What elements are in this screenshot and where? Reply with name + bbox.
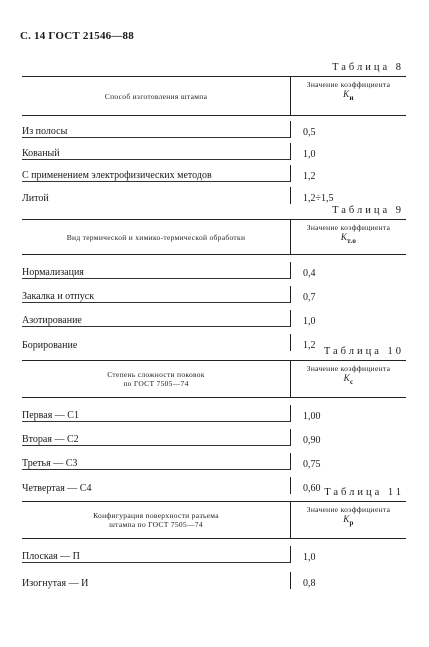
row-label: Изогнутая — И [22, 578, 89, 589]
table-title: Таблица 9 [332, 205, 404, 216]
row-label: Литой [22, 193, 49, 204]
column-header-complexity: Степень сложности поковок по ГОСТ 7505—74 [107, 370, 205, 388]
table-row [22, 160, 406, 182]
row-value: 1,0 [290, 546, 406, 563]
table-row [22, 422, 406, 446]
row-value: 1,0 [290, 310, 406, 327]
table-title: Таблица 11 [324, 487, 404, 498]
row-value: 0,7 [290, 286, 406, 303]
table-row [22, 138, 406, 160]
column-header-configuration: Конфигурация поверхности разъема штампа по ГОСТ 7505—74 [93, 511, 219, 529]
table-10 [22, 346, 406, 494]
row-label: Азотирование [22, 315, 290, 327]
column-header-method: Способ изготовления штампа [104, 91, 208, 101]
table-row [22, 182, 406, 204]
row-value: 1,00 [290, 405, 406, 422]
table-title: Таблица 8 [332, 62, 404, 73]
row-value: 0,90 [290, 429, 406, 446]
row-label: Из полосы [22, 126, 290, 138]
coefficient-symbol: $K_и$ [343, 89, 354, 102]
row-label: Закалка и отпуск [22, 291, 290, 303]
row-label: Нормализация [22, 267, 290, 279]
table-row [22, 398, 406, 422]
table-row [22, 116, 406, 138]
column-header-coefficient [290, 220, 406, 254]
row-value: 0,5 [290, 121, 406, 138]
table-header [22, 219, 406, 255]
coefficient-symbol: $K_{т.о}$ [340, 232, 357, 245]
column-header-text: Значение коэффициента [306, 80, 391, 89]
table-header [22, 76, 406, 116]
table-row [22, 303, 406, 327]
row-value: 0,75 [290, 453, 406, 470]
column-header-text: Значение коэффициента [306, 223, 391, 232]
column-header-coefficient [290, 502, 406, 538]
page-header: С. 14 ГОСТ 21546—88 [20, 30, 134, 42]
table-header [22, 360, 406, 398]
table-row [22, 446, 406, 470]
row-label: Борирование [22, 340, 78, 351]
row-label: Вторая — С2 [22, 434, 290, 446]
row-label: Третья — С3 [22, 458, 290, 470]
row-value: 0,60 [290, 477, 406, 494]
column-header-text: Значение коэффициента [306, 364, 391, 373]
row-label: Четвертая — С4 [22, 483, 92, 494]
table-row [22, 563, 406, 589]
row-value: 0,4 [290, 262, 406, 279]
row-label: Первая — С1 [22, 410, 290, 422]
column-header-treatment: Вид термической и химико-термической обработки [66, 232, 246, 242]
table-title: Таблица 10 [323, 346, 404, 357]
row-value: 1,2 [290, 165, 406, 182]
coefficient-symbol: $K_р$ [343, 514, 354, 527]
column-header-coefficient [290, 77, 406, 115]
row-value: 1,0 [290, 143, 406, 160]
column-header-text: Значение коэффициента [306, 505, 391, 514]
table-row [22, 279, 406, 303]
coefficient-symbol: $K_с$ [343, 373, 354, 386]
column-header-coefficient [290, 361, 406, 397]
row-label: С применением электрофизических методов [22, 170, 290, 182]
table-8 [22, 62, 406, 204]
row-value: 1,2 [290, 334, 406, 351]
table-9 [22, 205, 406, 351]
row-value: 1,2÷1,5 [290, 187, 406, 204]
table-11 [22, 487, 406, 589]
table-row [22, 539, 406, 563]
table-header [22, 501, 406, 539]
row-label: Плоская — П [22, 551, 290, 563]
table-row [22, 255, 406, 279]
row-value: 0,8 [290, 572, 406, 589]
row-label: Кованый [22, 148, 290, 160]
